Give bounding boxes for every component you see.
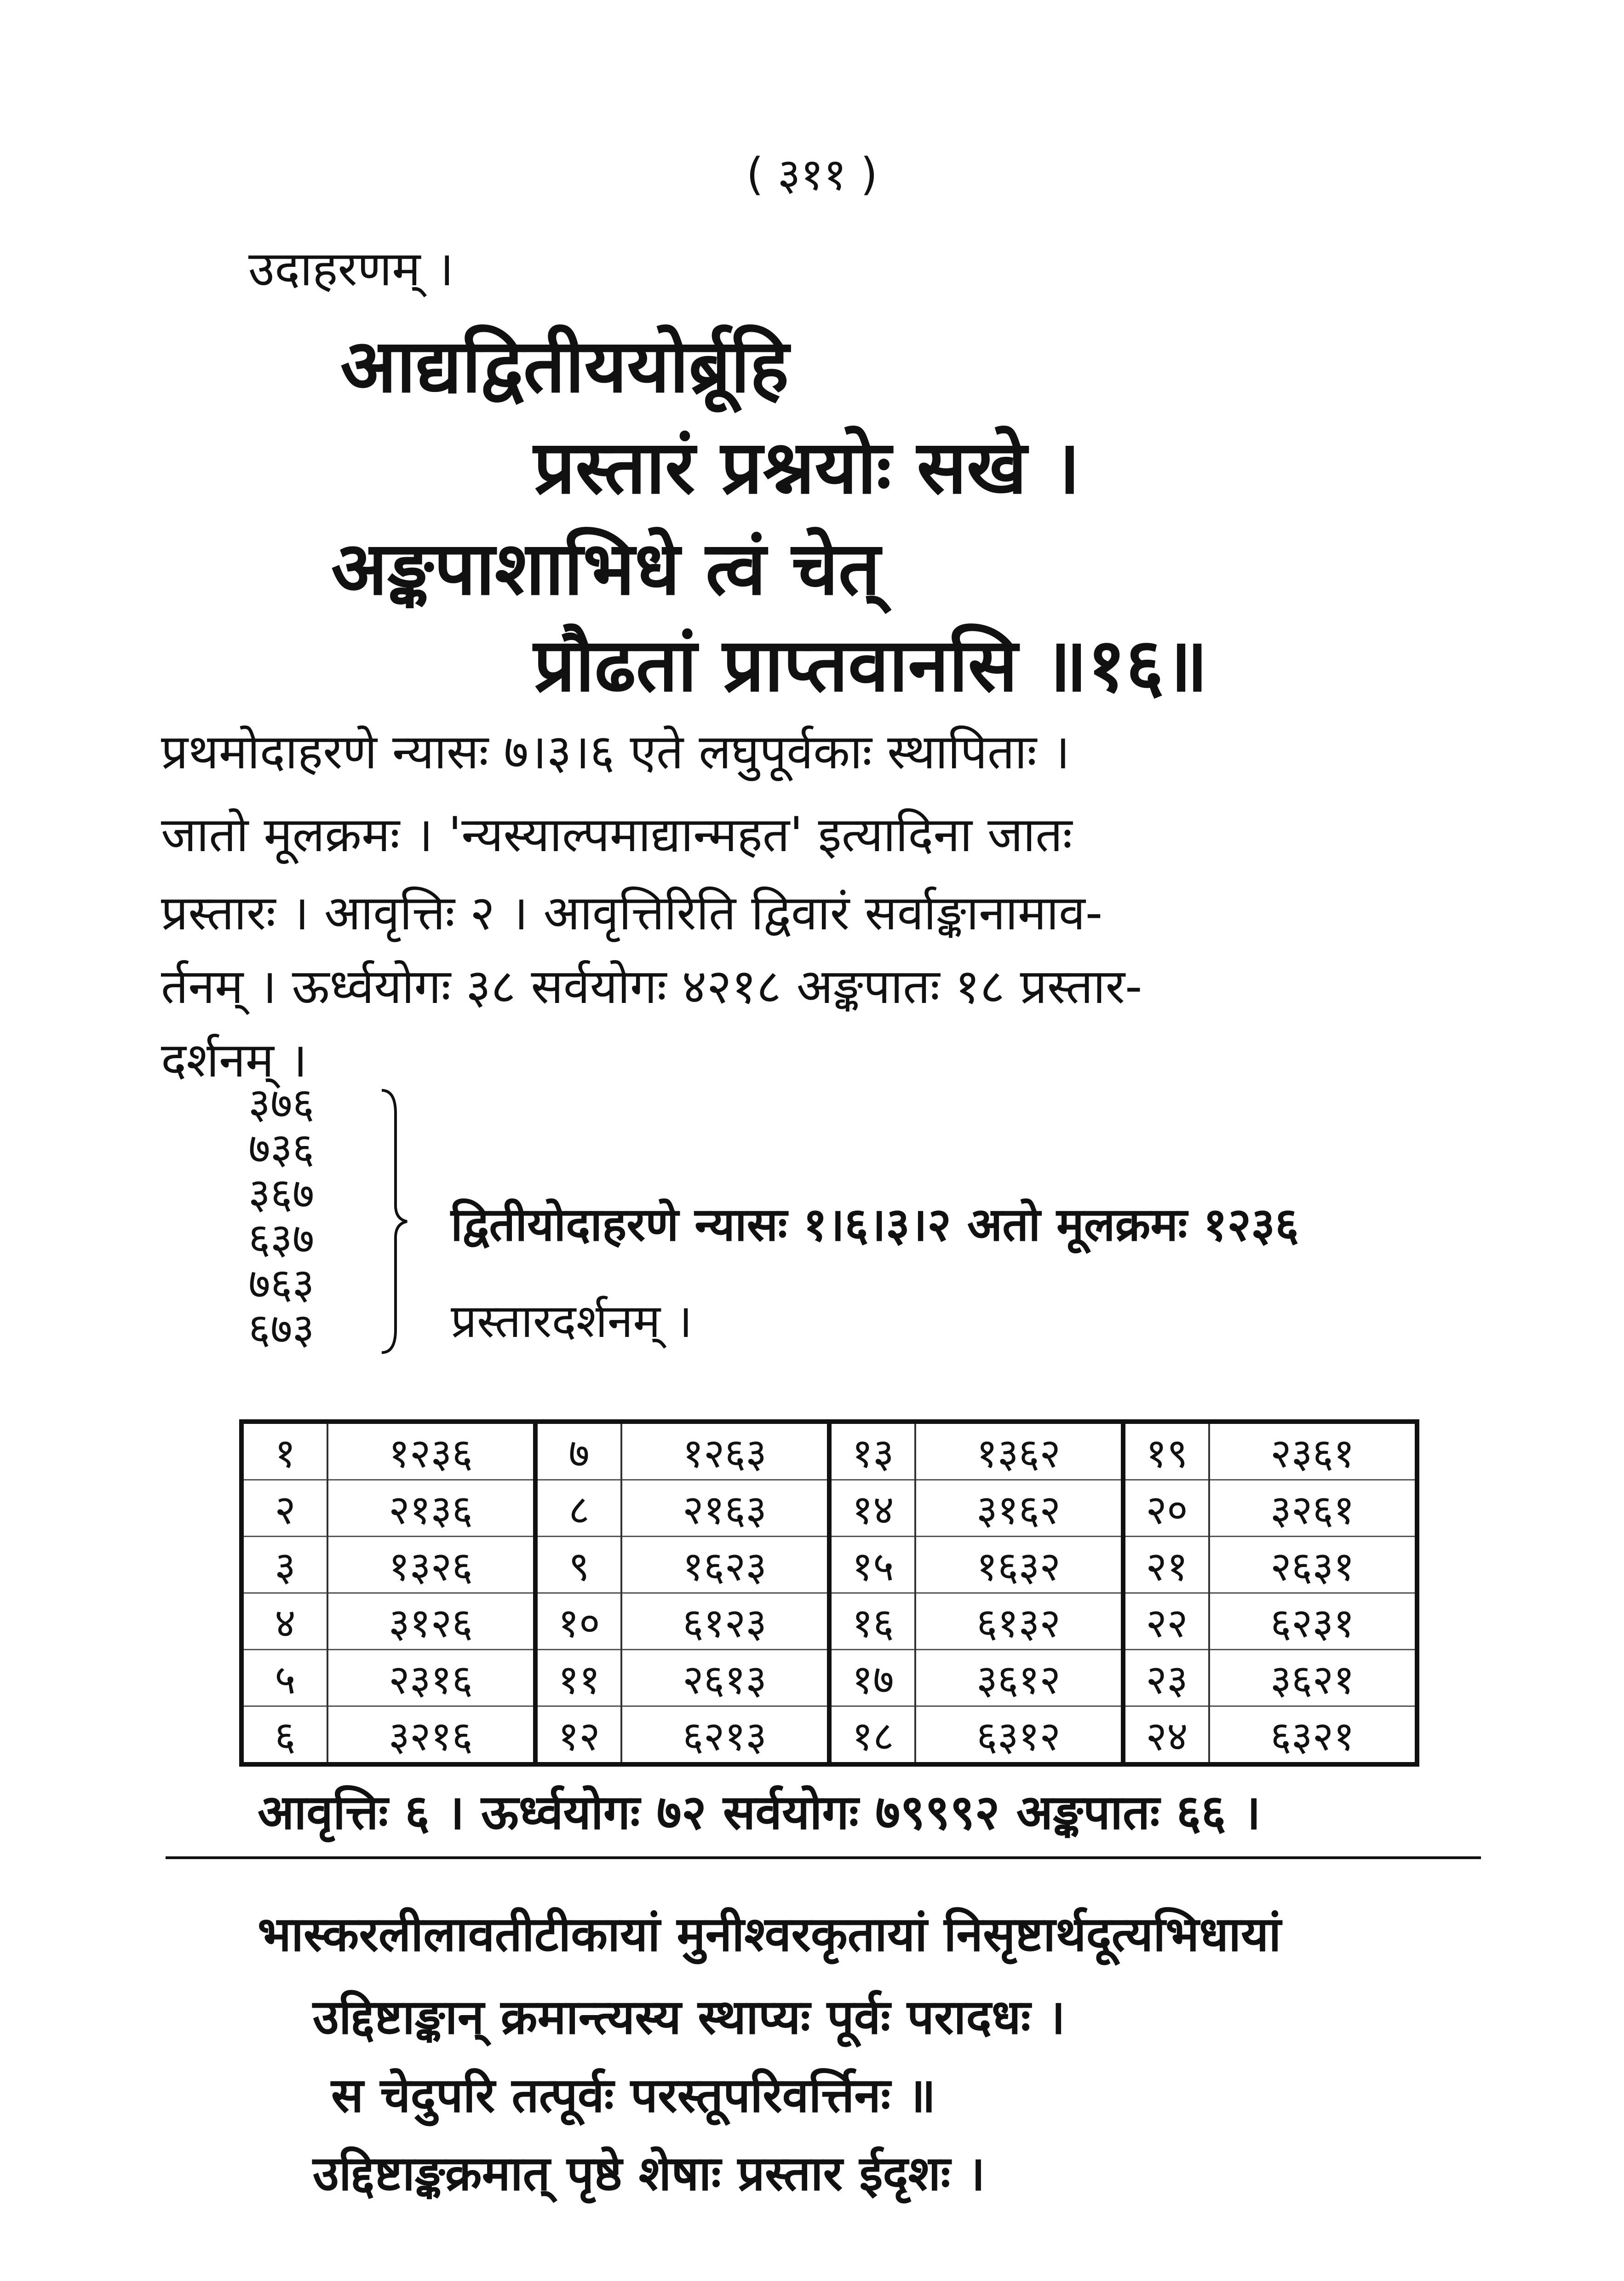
table-value-cell: २६१३ <box>621 1650 829 1706</box>
table-index-cell: १ <box>241 1422 327 1480</box>
table-row <box>241 1480 1417 1537</box>
verse-line-3: अङ्कपाशाभिधे त्वं चेत् <box>331 525 880 611</box>
table-index-cell: ४ <box>241 1593 327 1650</box>
table-index-cell: १९ <box>1123 1422 1209 1480</box>
table-index-cell: १३ <box>829 1422 915 1480</box>
prose-line-1: प्रथमोदाहरणे न्यासः ७।३।६ एते लघुपूर्वकाः स्थापिताः । <box>161 724 1070 780</box>
table-value-cell: १६३२ <box>915 1537 1123 1593</box>
prose-line-2: जातो मूलक्रमः । 'न्यस्याल्पमाद्यान्महत' इत्यादिना जातः <box>161 806 1073 863</box>
table-value-cell: ३२१६ <box>327 1706 535 1765</box>
table-value-cell: १६२३ <box>621 1537 829 1593</box>
table-value-cell: ६२३१ <box>1209 1593 1417 1650</box>
permutation-item: ७३६ <box>248 1124 315 1173</box>
table-index-cell: २० <box>1123 1480 1209 1537</box>
table-index-cell: २ <box>241 1480 327 1537</box>
prose-line-4: र्तनम् । ऊर्ध्वयोगः ३८ सर्वयोगः ४२१८ अङ्कपातः १८ प्रस्तार- <box>161 958 1142 1014</box>
table-value-cell: ३२६१ <box>1209 1480 1417 1537</box>
permutation-table <box>239 1419 1419 1767</box>
table-index-cell: ७ <box>535 1422 621 1480</box>
table-index-cell: १५ <box>829 1537 915 1593</box>
permutation-item: ६७३ <box>248 1304 315 1354</box>
table-index-cell: २२ <box>1123 1593 1209 1650</box>
table-row <box>241 1422 1417 1480</box>
table-index-cell: ३ <box>241 1537 327 1593</box>
table-index-cell: २४ <box>1123 1706 1209 1765</box>
table-value-cell: २६३१ <box>1209 1537 1417 1593</box>
table-index-cell: १२ <box>535 1706 621 1765</box>
karika-line-3: उद्दिष्टाङ्कक्रमात् पृष्ठे शेषाः प्रस्तार ईदृशः । <box>313 2145 986 2201</box>
table-value-cell: ३१६२ <box>915 1480 1123 1537</box>
second-example-caption: प्रस्तारदर्शनम् । <box>451 1294 693 1348</box>
table-value-cell: २१६३ <box>621 1480 829 1537</box>
prose-line-5: दर्शनम् । <box>161 1032 308 1088</box>
table-row <box>241 1706 1417 1765</box>
table-index-cell: ६ <box>241 1706 327 1765</box>
table-index-cell: २३ <box>1123 1650 1209 1706</box>
table-row <box>241 1593 1417 1650</box>
curly-brace-icon <box>377 1086 409 1357</box>
table-value-cell: १३६२ <box>915 1422 1123 1480</box>
first-permutation-list <box>248 1081 315 1352</box>
verse-line-1: आद्यद्वितीययोर्ब्रूहि <box>340 323 789 409</box>
table-index-cell: २१ <box>1123 1537 1209 1593</box>
example-label: उदाहरणम् । <box>248 241 454 297</box>
table-value-cell: ३६२१ <box>1209 1650 1417 1706</box>
verse-line-2: प्रस्तारं प्रश्नयोः सखे । <box>534 424 1080 510</box>
table-value-cell: ६२१३ <box>621 1706 829 1765</box>
page-number: ( ३११ ) <box>746 149 878 200</box>
table-value-cell: ६३१२ <box>915 1706 1123 1765</box>
colophon: भास्करलीलावतीटीकायां मुनीश्वरकृतायां निसृष्टार्थदूत्यभिधायां <box>258 1906 1281 1962</box>
second-example-text: द्वितीयोदाहरणे न्यासः १।६।३।२ अतो मूलक्रमः १२३६ <box>451 1198 1299 1251</box>
permutation-item: ६३७ <box>248 1214 315 1263</box>
table-value-cell: ६१३२ <box>915 1593 1123 1650</box>
permutation-item: ३६७ <box>248 1169 315 1218</box>
table-value-cell: १२६३ <box>621 1422 829 1480</box>
prose-line-3: प्रस्तारः । आवृत्तिः २ । आवृत्तिरिति द्विवारं सर्वाङ्कानामाव- <box>161 885 1103 941</box>
permutation-item: ३७६ <box>248 1079 315 1128</box>
verse-line-4: प्रौढतां प्राप्तवानसि ॥१६॥ <box>534 622 1208 708</box>
table-index-cell: १६ <box>829 1593 915 1650</box>
table-index-cell: १८ <box>829 1706 915 1765</box>
table-value-cell: ६३२१ <box>1209 1706 1417 1765</box>
table-index-cell: ५ <box>241 1650 327 1706</box>
table-value-cell: २१३६ <box>327 1480 535 1537</box>
table-row <box>241 1537 1417 1593</box>
table-index-cell: १७ <box>829 1650 915 1706</box>
table-index-cell: १४ <box>829 1480 915 1537</box>
karika-line-2: स चेदुपरि तत्पूर्वः परस्तूपरिवर्त्तिनः ॥ <box>331 2067 936 2123</box>
divider <box>166 1856 1481 1859</box>
table-index-cell: ११ <box>535 1650 621 1706</box>
permutation-item: ७६३ <box>248 1259 315 1308</box>
table-value-cell: ३१२६ <box>327 1593 535 1650</box>
table-index-cell: ९ <box>535 1537 621 1593</box>
table-value-cell: ६१२३ <box>621 1593 829 1650</box>
table-value-cell: २३१६ <box>327 1650 535 1706</box>
table-index-cell: ८ <box>535 1480 621 1537</box>
karika-line-1: उद्दिष्टाङ्कान् क्रमान्त्यस्य स्थाप्यः पूर्वः परादधः । <box>313 1989 1066 2045</box>
summary-line: आवृत्तिः ६ । ऊर्ध्वयोगः ७२ सर्वयोगः ७९९९२ अङ्कपातः ६६ । <box>258 1784 1261 1840</box>
table-value-cell: २३६१ <box>1209 1422 1417 1480</box>
table-value-cell: ३६१२ <box>915 1650 1123 1706</box>
table-value-cell: १२३६ <box>327 1422 535 1480</box>
table-row <box>241 1650 1417 1706</box>
table-value-cell: १३२६ <box>327 1537 535 1593</box>
table-index-cell: १० <box>535 1593 621 1650</box>
